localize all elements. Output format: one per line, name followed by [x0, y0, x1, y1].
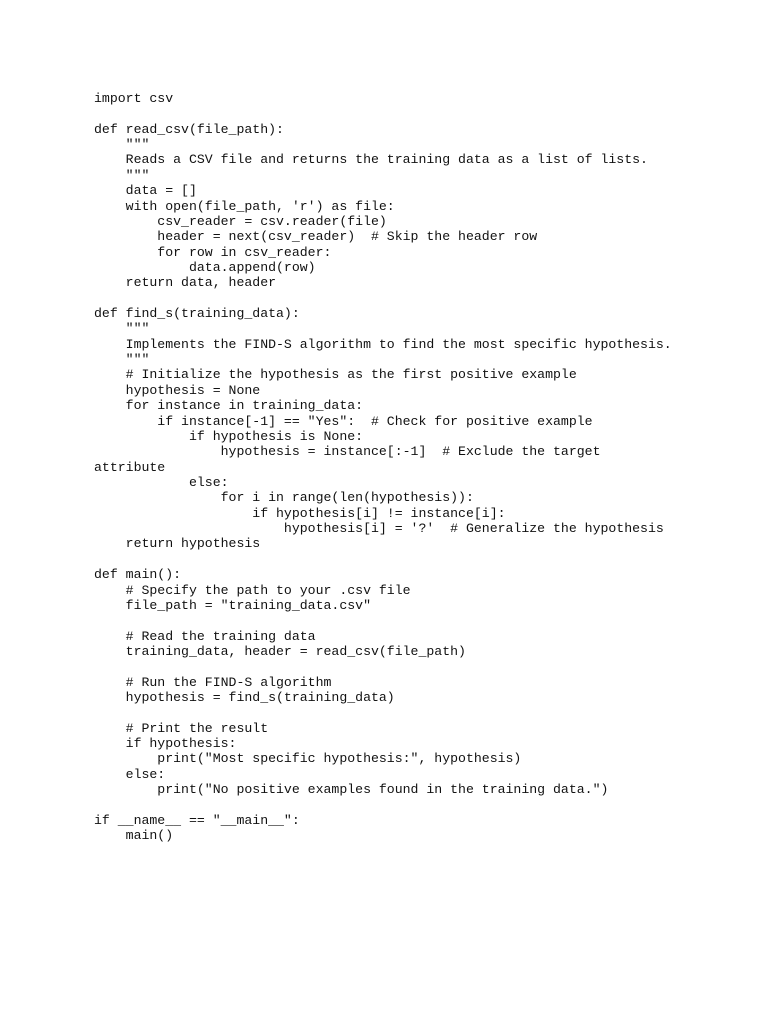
code-listing [94, 91, 714, 844]
code-line: hypothesis = None [94, 382, 261, 398]
code-line: data.append(row) [94, 259, 316, 275]
code-line: print("No positive examples found in the training data.") [94, 782, 609, 798]
code-line: # Read the training data [94, 628, 316, 644]
code-line: def main(): [94, 567, 182, 583]
code-line: """ [94, 167, 150, 183]
code-line: header = next(csv_reader) # Skip the header row [94, 229, 538, 245]
code-line: import csv [94, 91, 174, 106]
code-line: # Initialize the hypothesis as the first positive example [94, 367, 577, 383]
code-line: return data, header [94, 275, 277, 291]
code-line [94, 659, 714, 674]
code-line: with open(file_path, 'r') as file: [94, 198, 395, 214]
code-line: if hypothesis is None: [94, 428, 364, 444]
code-line: csv_reader = csv.reader(file) [94, 213, 387, 229]
code-line [94, 613, 714, 628]
code-line: for row in csv_reader: [94, 244, 332, 260]
code-line: attribute [94, 459, 166, 475]
code-line: for i in range(len(hypothesis)): [94, 490, 474, 506]
code-line: def find_s(training_data): [94, 306, 300, 322]
code-line: if instance[-1] == "Yes": # Check for positive example [94, 413, 593, 429]
code-line [94, 552, 714, 567]
code-line [94, 291, 714, 306]
code-line: """ [94, 137, 150, 153]
code-line: if __name__ == "__main__": [94, 812, 300, 828]
code-line: data = [] [94, 183, 197, 199]
code-line: print("Most specific hypothesis:", hypothesis) [94, 751, 522, 767]
code-line: hypothesis = find_s(training_data) [94, 690, 395, 706]
code-line: else: [94, 474, 229, 490]
code-line: else: [94, 766, 166, 782]
code-line: if hypothesis: [94, 736, 237, 752]
code-line [94, 705, 714, 720]
code-line: main() [94, 828, 174, 844]
code-line: for instance in training_data: [94, 398, 364, 414]
code-line: """ [94, 352, 150, 368]
code-line: Reads a CSV file and returns the training data as a list of lists. [94, 152, 648, 168]
code-line: return hypothesis [94, 536, 261, 552]
code-line: hypothesis[i] = '?' # Generalize the hypothesis [94, 521, 664, 537]
code-line: """ [94, 321, 150, 337]
code-line: training_data, header = read_csv(file_path) [94, 643, 466, 659]
code-line: def read_csv(file_path): [94, 121, 284, 137]
code-line: file_path = "training_data.csv" [94, 597, 371, 613]
code-line: if hypothesis[i] != instance[i]: [94, 505, 506, 521]
code-line: # Specify the path to your .csv file [94, 582, 411, 598]
code-line [94, 798, 714, 813]
code-line: hypothesis = instance[:-1] # Exclude the target [94, 444, 601, 460]
code-line: Implements the FIND-S algorithm to find the most specific hypothesis. [94, 336, 672, 352]
code-line: # Print the result [94, 720, 269, 736]
code-line [94, 106, 714, 121]
code-line: # Run the FIND-S algorithm [94, 674, 332, 690]
